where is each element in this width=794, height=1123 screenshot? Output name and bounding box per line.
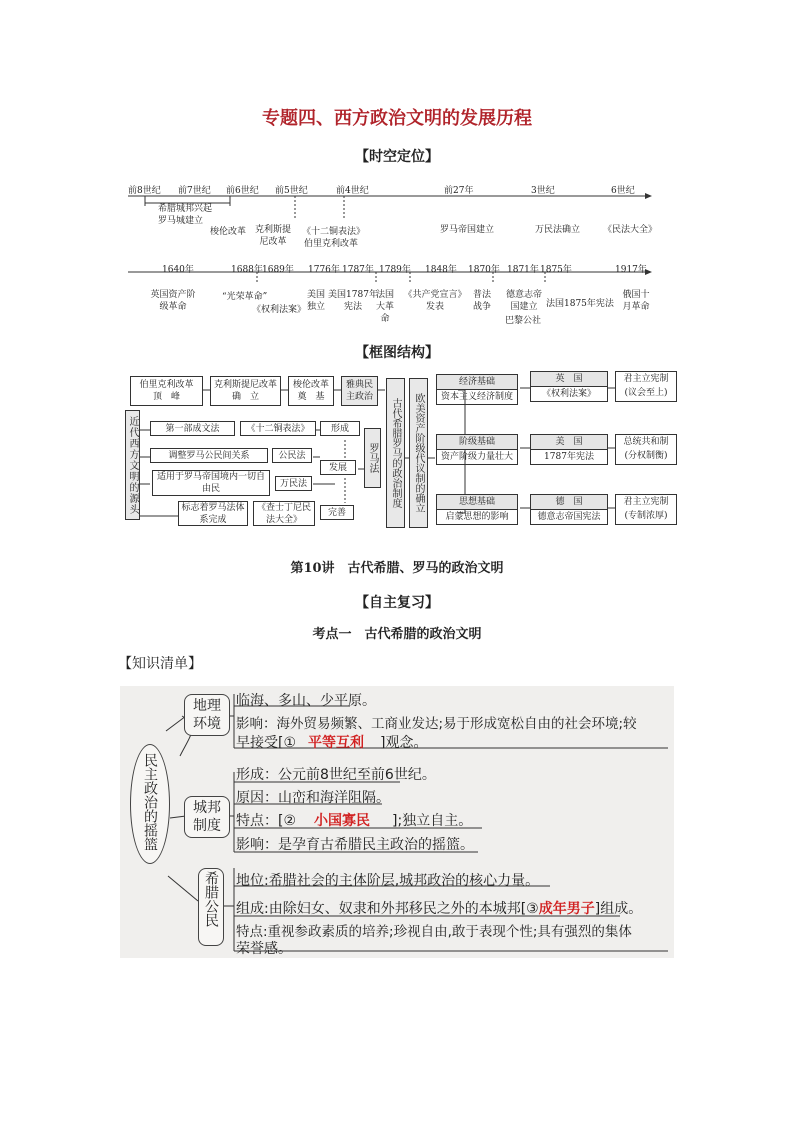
box-text: 雅典民主政治 <box>345 380 373 402</box>
box-pericles <box>130 376 203 406</box>
system-note: (分权制衡) <box>624 451 668 461</box>
topic-heading: 考点一 古代希腊的政治文明 <box>312 627 482 642</box>
citizen-line2-pre: 组成:由除妇女、奴隶和外邦移民之外的本城邦[③ <box>236 901 539 917</box>
box-country <box>530 494 608 525</box>
geo-line3-pre: 早接受[① <box>236 735 297 751</box>
system-name: 君主立宪制 <box>623 497 669 507</box>
tick: 1689年 <box>262 265 294 275</box>
tick: 前4世纪 <box>336 186 369 196</box>
basis-head: 经济基础 <box>437 375 517 390</box>
box-text: 万民法 <box>279 478 307 489</box>
timeline-heading: 【时空定位】 <box>355 149 439 165</box>
box-solon <box>288 376 334 406</box>
box-text: 《查士丁尼民法大全》 <box>256 502 311 525</box>
box-text: 欧美资产阶级代议制的确立 <box>413 393 424 513</box>
city-line2: 原因：山峦和海洋阻隔。 <box>236 790 390 806</box>
event: 英国资产阶级革命 <box>150 290 196 312</box>
box-system <box>615 371 677 402</box>
box-text: 公民法 <box>278 450 306 461</box>
country-body: 《权利法案》 <box>541 389 596 399</box>
box-basis <box>436 374 518 405</box>
box-text: 第一部成文法 <box>165 423 220 434</box>
event: 《十二铜表法》 <box>302 227 366 237</box>
box-text: 梭伦改革 奠 基 <box>292 380 329 402</box>
label-citizen <box>198 868 224 946</box>
box-text: 克利斯提尼改革 确 立 <box>213 380 277 402</box>
box-row <box>253 501 315 526</box>
basis-head: 阶级基础 <box>437 435 517 450</box>
event: 《共产党宣言》发表 <box>403 290 467 312</box>
citizen-line2-post: ]组成。 <box>594 901 643 917</box>
lecture-title: 第10讲 古代希腊、罗马的政治文明 <box>290 561 504 576</box>
geo-line2: 影响：海外贸易频繁、工商业发达;易于形成宽松自由的社会环境;较 <box>236 716 637 732</box>
tick: 1789年 <box>379 265 411 275</box>
tick: 1875年 <box>540 265 572 275</box>
answer-3: 成年男子 <box>538 901 595 917</box>
geo-line3 <box>236 732 427 752</box>
answer-1: 平等互利 <box>308 735 365 751</box>
city-line3-pre: 特点：[② <box>236 813 297 829</box>
box-country <box>530 371 608 402</box>
country-head: 美 国 <box>531 435 607 450</box>
event: 希腊城邦兴起 <box>158 204 213 214</box>
tick: 1848年 <box>425 265 457 275</box>
box-row <box>320 460 356 475</box>
box-text: 古代希腊罗马的政治制度 <box>390 398 401 508</box>
mindmap-root <box>130 744 170 864</box>
citizen-label: 希腊公民 <box>203 871 219 927</box>
tick: 前6世纪 <box>226 186 259 196</box>
system-name: 总统共和制 <box>623 437 669 447</box>
box-row <box>272 448 312 463</box>
answer-2: 小国寡民 <box>314 813 371 829</box>
tick: 1640年 <box>162 265 194 275</box>
system-note: (议会至上) <box>624 388 668 398</box>
box-row <box>150 421 235 436</box>
box-row <box>178 501 248 526</box>
box-text: 伯里克利改革 顶 峰 <box>139 380 194 402</box>
tick: 1787年 <box>342 265 374 275</box>
country-head: 英 国 <box>531 372 607 387</box>
box-row <box>275 476 312 491</box>
event: 万民法确立 <box>535 225 581 235</box>
system-name: 君主立宪制 <box>623 374 669 384</box>
event: 克利斯提尼改革 <box>254 225 291 247</box>
box-athens <box>341 376 378 406</box>
tick: 1871年 <box>507 265 539 275</box>
box-ancient <box>386 378 405 528</box>
geo-label: 地理环境 <box>193 698 221 732</box>
box-text: 罗马法 <box>367 443 378 473</box>
event: 美国1787年宪法 <box>328 290 378 312</box>
basis-body: 资本主义经济制度 <box>440 392 513 402</box>
event: 普法战争 <box>472 290 491 312</box>
citizen-line3: 特点:重视参政素质的培养;珍视自由,敢于表现个性;具有强烈的集体 <box>236 924 632 940</box>
city-line3-post: ];独立自主。 <box>392 813 473 829</box>
tick: 3世纪 <box>531 186 555 196</box>
box-system <box>615 434 677 465</box>
tick: 前8世纪 <box>128 186 161 196</box>
root-text: 民主政治的摇篮 <box>142 753 158 851</box>
box-modern <box>409 378 428 528</box>
geo-line1: 临海、多山、少平原。 <box>236 693 376 709</box>
box-system <box>615 494 677 525</box>
event: 法国1875年宪法 <box>546 299 614 309</box>
event: 巴黎公社 <box>505 316 542 326</box>
event: 梭伦改革 <box>210 227 247 237</box>
event: 德意志帝国建立 <box>505 290 542 312</box>
box-text: 近代西方文明的源头 <box>127 415 138 515</box>
box-row <box>152 470 270 496</box>
box-country <box>530 434 608 465</box>
box-text: 完善 <box>327 507 346 518</box>
event: 罗马帝国建立 <box>440 225 495 235</box>
geo-line3-post: ]观念。 <box>380 735 428 751</box>
review-heading: 【自主复习】 <box>355 595 439 611</box>
box-text: 发展 <box>328 462 347 473</box>
basis-body: 资产阶级力量壮大 <box>440 452 513 462</box>
citizen-line1: 地位:希腊社会的主体阶层,城邦政治的核心力量。 <box>236 873 540 889</box>
tick: 1917年 <box>615 265 647 275</box>
box-basis <box>436 494 518 525</box>
box-row <box>240 421 316 436</box>
event: 《民法大全》 <box>603 225 658 235</box>
box-text: 《十二铜表法》 <box>246 423 310 434</box>
box-text: 标志着罗马法体系完成 <box>181 502 245 525</box>
event: 伯里克利改革 <box>304 239 359 249</box>
knowledge-heading: 【知识清单】 <box>118 656 202 672</box>
box-text: 形成 <box>330 423 349 434</box>
tick: 1870年 <box>468 265 500 275</box>
city-line4: 影响：是孕育古希腊民主政治的摇篮。 <box>236 837 474 853</box>
mindmap <box>120 686 674 958</box>
basis-body: 启蒙思想的影响 <box>445 512 509 522</box>
box-row <box>320 505 354 520</box>
citizen-line4: 荣誉感。 <box>236 941 292 957</box>
box-text: 调整罗马公民间关系 <box>168 450 250 461</box>
event: 法国大革命 <box>375 290 394 324</box>
event: 《权利法案》 <box>252 305 307 315</box>
page-title: 专题四、西方政治文明的发展历程 <box>262 108 532 129</box>
system-note: (专制浓厚) <box>624 511 668 521</box>
box-rome-law <box>364 428 381 488</box>
tick: 1688年 <box>231 265 263 275</box>
city-label: 城邦制度 <box>193 800 221 834</box>
box-origin <box>125 410 140 520</box>
box-text: 适用于罗马帝国境内一切自由民 <box>156 472 265 494</box>
box-basis <box>436 434 518 465</box>
tick: 前7世纪 <box>178 186 211 196</box>
country-body: 德意志帝国宪法 <box>537 512 601 522</box>
box-row <box>150 448 268 463</box>
citizen-line2 <box>236 898 642 918</box>
event: 俄国十月革命 <box>622 290 650 312</box>
country-head: 德 国 <box>531 495 607 510</box>
framework-heading: 【框图结构】 <box>355 345 439 361</box>
event: 美国独立 <box>306 290 325 312</box>
box-cleisthenes <box>210 376 281 406</box>
box-row <box>320 421 360 436</box>
tick: 前27年 <box>444 186 474 196</box>
tick: 前5世纪 <box>275 186 308 196</box>
label-city <box>184 796 230 838</box>
city-line3 <box>236 810 472 830</box>
tick: 1776年 <box>308 265 340 275</box>
tick: 6世纪 <box>611 186 635 196</box>
event: 罗马城建立 <box>158 216 204 226</box>
country-body: 1787年宪法 <box>544 452 594 462</box>
label-geo <box>184 694 230 736</box>
city-line1: 形成：公元前8世纪至前6世纪。 <box>236 767 436 783</box>
event: “光荣革命” <box>222 292 268 302</box>
basis-head: 思想基础 <box>437 495 517 510</box>
